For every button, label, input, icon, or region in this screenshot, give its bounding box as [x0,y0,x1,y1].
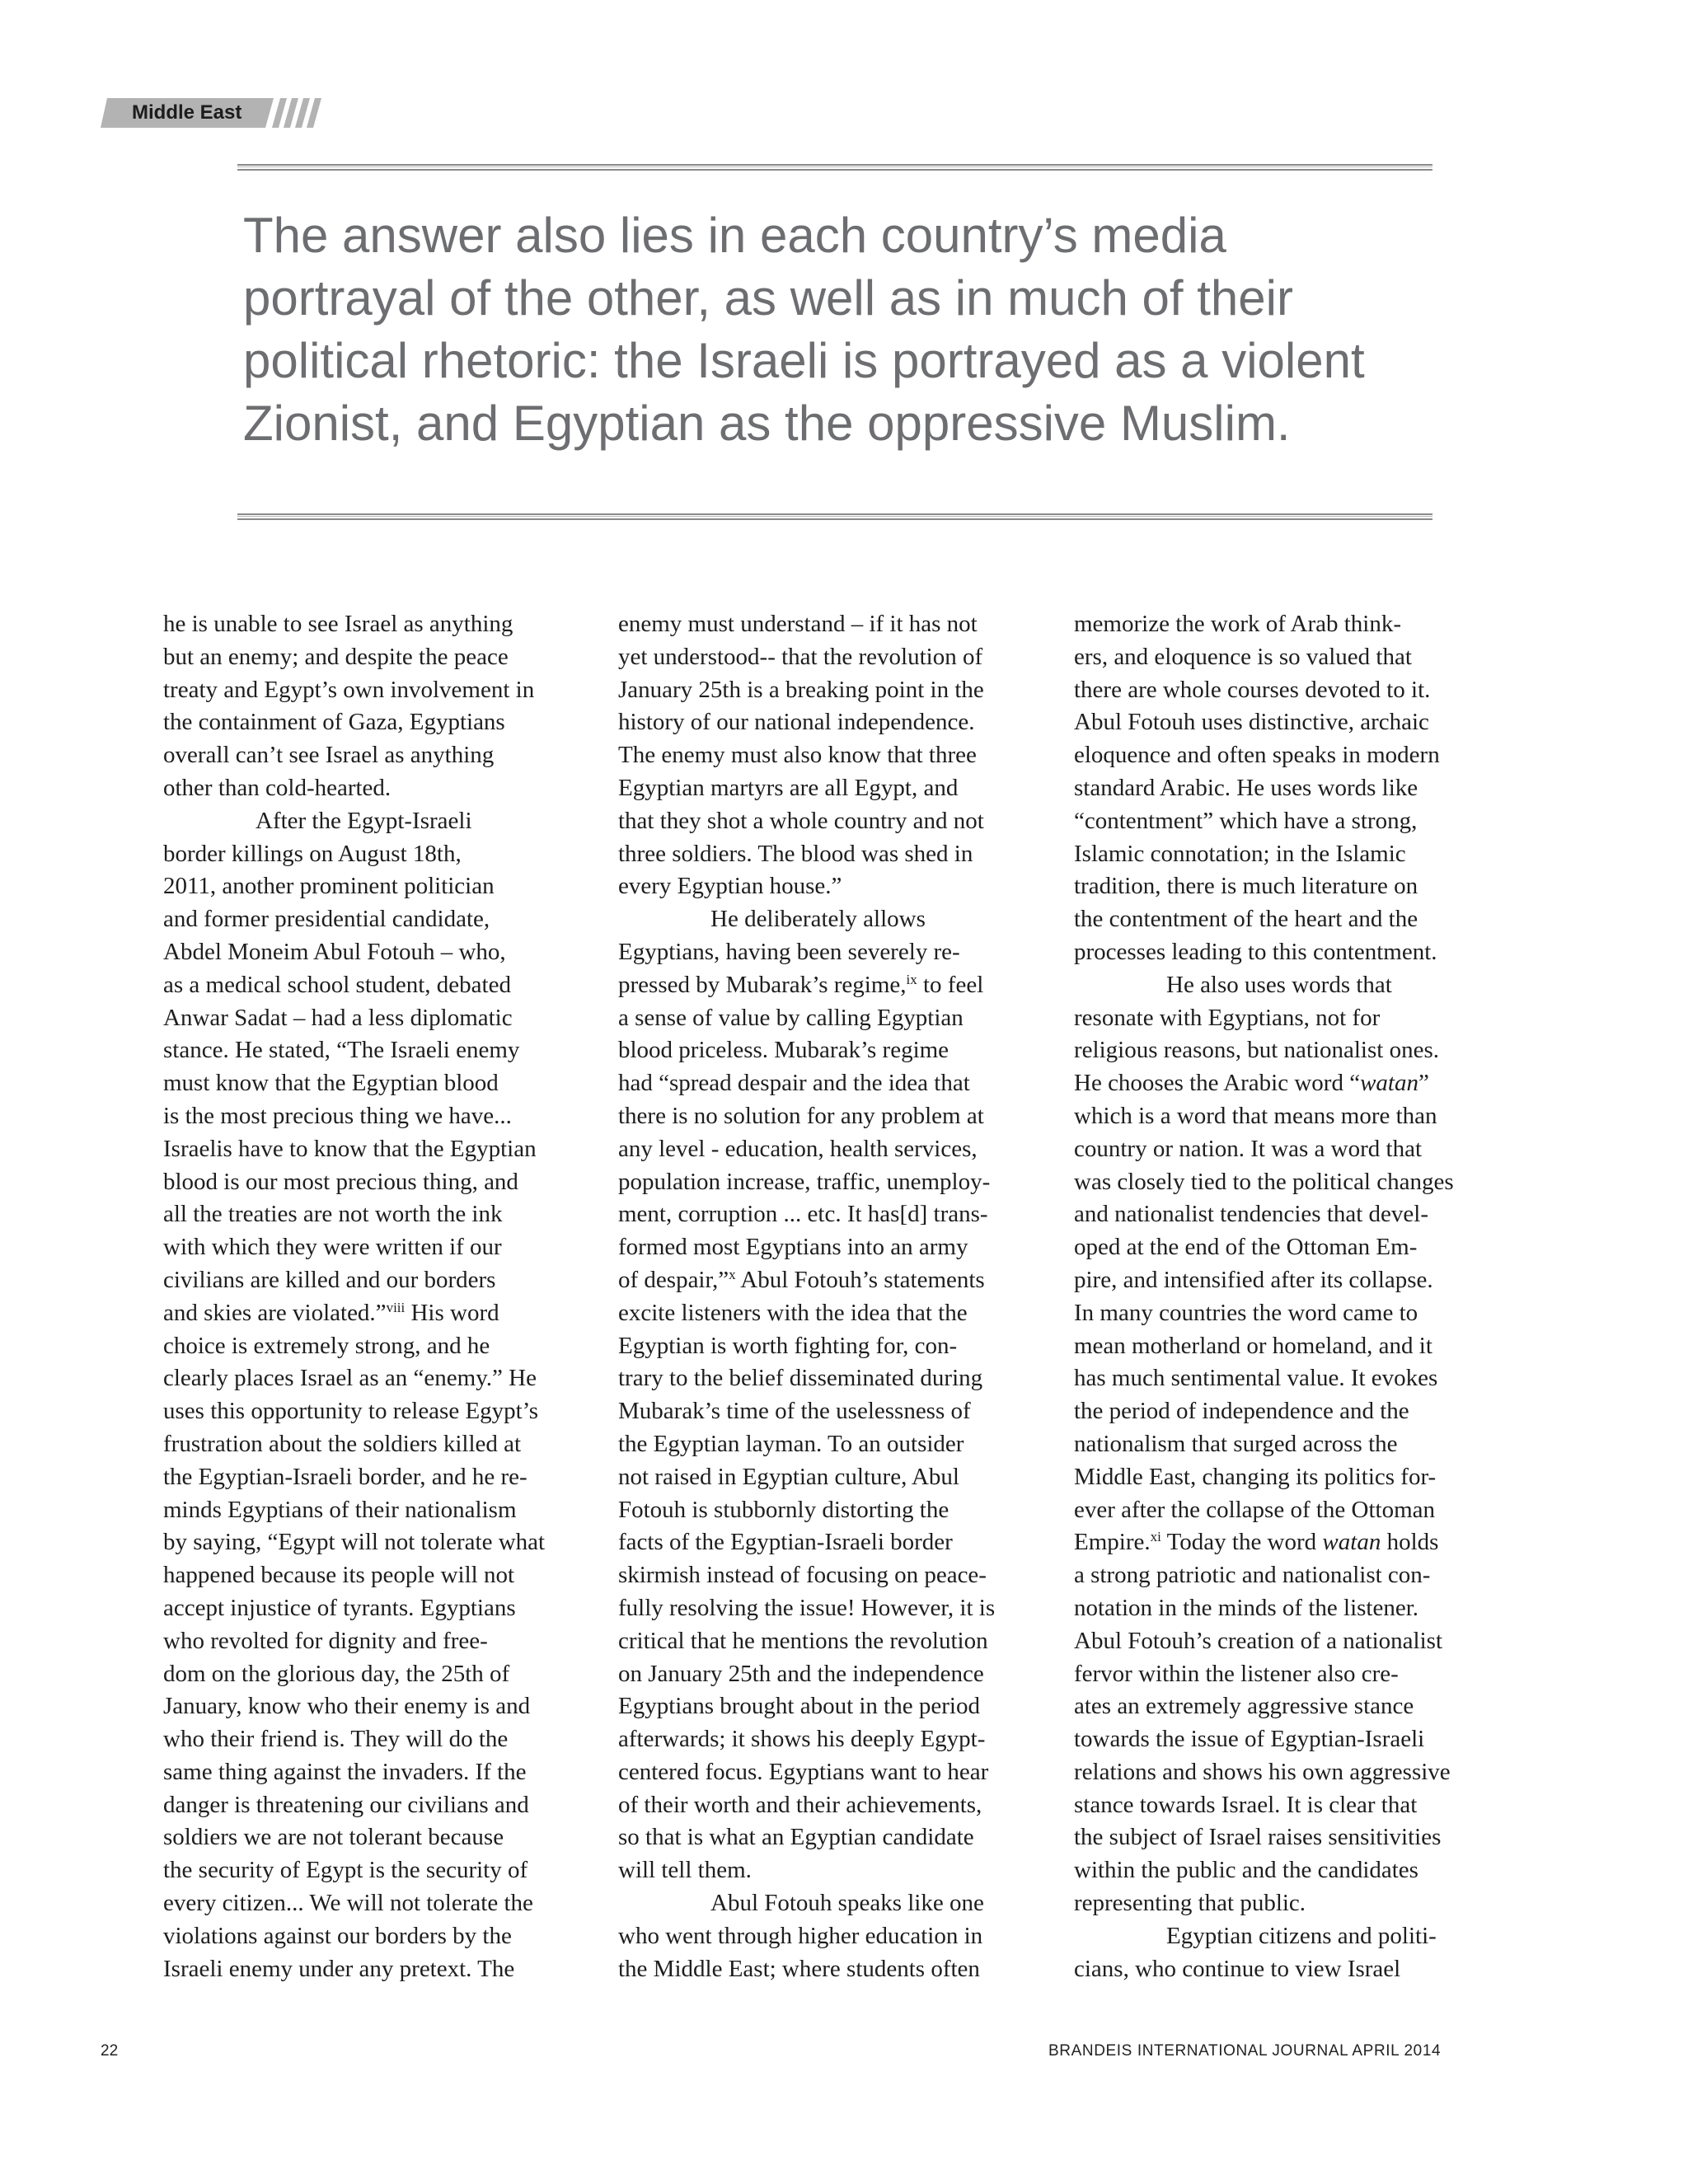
text-run: will tell them. [618,1857,752,1884]
text-run: relations and shows his own aggressive [1074,1758,1451,1785]
text-line [163,1887,592,1920]
text-line [618,706,1047,739]
text-line [618,1592,1047,1625]
text-line [618,772,1047,805]
text-run: blood is our most precious thing, and [163,1168,518,1195]
text-line [1074,1067,1503,1100]
text-run: afterwards; it shows his deeply Egypt- [618,1726,986,1753]
text-run: Israeli enemy under any pretext. The [163,1955,515,1982]
text-run: nationalism that surged across the [1074,1430,1398,1457]
text-line [618,1887,1047,1920]
text-run: skirmish instead of focusing on peace- [618,1562,987,1589]
text-run: a strong patriotic and nationalist con- [1074,1562,1431,1589]
text-run: which is a word that means more than [1074,1102,1437,1129]
text-line [1074,1494,1503,1527]
text-line [163,1789,592,1822]
text-line [618,1264,1047,1297]
pull-quote-top-rule [237,164,1432,171]
text-run: to feel [917,971,984,998]
text-line [163,1953,592,1986]
text-run: he is unable to see Israel as anything [163,611,513,637]
italic-term: watan [1360,1070,1418,1097]
body-column-3 [1074,608,1503,1985]
text-line [163,1198,592,1231]
text-line [163,1264,592,1297]
text-run: on January 25th and the independence [618,1660,984,1687]
text-line [1074,1362,1503,1395]
text-line [1074,1330,1503,1363]
text-line [1074,772,1503,805]
text-run: there is no solution for any problem at [618,1102,984,1129]
text-line [618,1330,1047,1363]
text-run: “contentment” which have a strong, [1074,807,1418,834]
text-run: of despair,” [618,1266,729,1293]
text-line [1074,1658,1503,1691]
text-line [618,1625,1047,1658]
text-run: the Middle East; where students often [618,1955,980,1982]
text-run: towards the issue of Egyptian-Israeli [1074,1726,1425,1753]
text-run: Today the word [1160,1529,1323,1556]
text-run: danger is threatening our civilians and [163,1791,529,1818]
text-line [163,1133,592,1166]
text-run: the subject of Israel raises sensitivities [1074,1824,1442,1851]
text-line [163,641,592,674]
text-run: as a medical school student, debated [163,971,511,998]
text-line [1074,838,1503,871]
text-run: who their friend is. They will do the [163,1726,509,1753]
text-run: Anwar Sadat – had a less diplomatic [163,1004,513,1031]
text-line [163,1330,592,1363]
body-column-1 [163,608,592,1985]
text-run: uses this opportunity to release Egypt’s [163,1398,539,1425]
text-line [1074,1920,1503,1953]
text-run: formed most Egyptians into an army [618,1234,968,1261]
text-line [618,641,1047,674]
text-line [618,1920,1047,1953]
text-run: with which they were written if our [163,1234,502,1261]
text-line [618,969,1047,1002]
text-run: Empire. [1074,1529,1151,1556]
endnote-marker: xi [1150,1529,1161,1545]
text-line [618,1133,1047,1166]
text-line [163,1526,592,1559]
text-run: 2011, another prominent politician [163,873,495,900]
text-run: ers, and eloquence is so valued that [1074,643,1412,670]
text-run: Abul Fotouh speaks like one [710,1890,984,1917]
text-run: mean motherland or homeland, and it [1074,1332,1432,1359]
text-run: soldiers we are not tolerant because [163,1824,504,1851]
text-run: was closely tied to the political changes [1074,1168,1454,1195]
text-run: religious reasons, but nationalist ones. [1074,1037,1439,1064]
text-line [618,936,1047,969]
text-line [618,674,1047,707]
text-run: Abdel Moneim Abul Fotouh – who, [163,938,506,965]
text-line [618,1854,1047,1887]
text-line [618,1723,1047,1756]
text-line [163,1756,592,1789]
text-line [618,1789,1047,1822]
text-line [163,1494,592,1527]
text-line [618,1428,1047,1461]
text-line [1074,1034,1503,1067]
text-line [1074,1821,1503,1854]
text-run: holds [1381,1529,1439,1556]
text-run: oped at the end of the Ottoman Em- [1074,1234,1418,1261]
text-run: ates an extremely aggressive stance [1074,1693,1414,1720]
text-run: Abul Fotouh’s creation of a nationalist [1074,1627,1443,1654]
text-line [618,805,1047,838]
text-run: must know that the Egyptian blood [163,1070,499,1097]
text-run: every Egyptian house.” [618,873,842,900]
text-run: of their worth and their achievements, [618,1791,982,1818]
text-line [1074,706,1503,739]
text-line [618,903,1047,936]
text-run: the Egyptian layman. To an outsider [618,1430,964,1457]
section-label: Middle East [132,101,242,124]
text-line [1074,903,1503,936]
text-line [1074,1592,1503,1625]
text-line [1074,1231,1503,1264]
text-line [618,1034,1047,1067]
text-line [163,1690,592,1723]
text-line [163,1559,592,1592]
italic-term: watan [1322,1529,1381,1556]
text-run: ever after the collapse of the Ottoman [1074,1496,1436,1523]
text-run: the contentment of the heart and the [1074,906,1418,933]
text-line [163,1592,592,1625]
text-line [618,1362,1047,1395]
text-line [163,1067,592,1100]
text-run: representing that public. [1074,1890,1306,1917]
text-line [163,706,592,739]
text-run: Egyptian martyrs are all Egypt, and [618,774,959,801]
text-line [163,838,592,871]
text-run: overall can’t see Israel as anything [163,742,495,769]
text-run: and former presidential candidate, [163,906,490,933]
text-run: by saying, “Egypt will not tolerate what [163,1529,546,1556]
text-line [163,903,592,936]
text-line [163,1395,592,1428]
text-run: The enemy must also know that three [618,742,977,769]
text-line [618,1198,1047,1231]
text-run: a sense of value by calling Egyptian [618,1004,964,1031]
text-line [1074,739,1503,772]
text-run: had “spread despair and the idea that [618,1070,970,1097]
text-run: minds Egyptians of their nationalism [163,1496,517,1523]
text-run: dom on the glorious day, the 25th of [163,1660,510,1687]
text-run: In many countries the word came to [1074,1299,1418,1326]
text-line [163,1100,592,1133]
text-run: three soldiers. The blood was shed in [618,840,973,867]
text-run: has much sentimental value. It evokes [1074,1365,1438,1392]
pull-quote: The answer also lies in each country’s media portrayal of the other, as well as in much of their political rhetoric: the Israeli is portrayed as a violent Zionist, and Egyptian as the oppressive Muslim. [243,208,1365,451]
text-run: notation in the minds of the listener. [1074,1594,1419,1621]
section-tag [101,98,321,128]
text-line [163,1002,592,1035]
text-line [1074,1428,1503,1461]
text-run: the security of Egypt is the security of [163,1857,528,1884]
publication-footer: BRANDEIS INTERNATIONAL JOURNAL APRIL 2014 [1048,2042,1442,2060]
text-run: happened because its people will not [163,1562,515,1589]
text-line [163,1920,592,1953]
text-line [1074,1461,1503,1494]
text-run: excite listeners with the idea that the [618,1299,968,1326]
text-line [1074,1166,1503,1199]
text-run: stance towards Israel. It is clear that [1074,1791,1418,1818]
text-run: Mubarak’s time of the uselessness of [618,1398,971,1425]
text-run: stance. He stated, “The Israeli enemy [163,1037,520,1064]
text-run: within the public and the candidates [1074,1857,1418,1884]
text-line [618,1559,1047,1592]
text-line [163,1821,592,1854]
text-run: yet understood-- that the revolution of [618,643,983,670]
text-line [1074,1133,1503,1166]
text-line [163,805,592,838]
pull-quote-bottom-rule [237,513,1432,520]
text-run: January, know who their enemy is and [163,1693,531,1720]
text-run: choice is extremely strong, and he [163,1332,490,1359]
text-line [1074,1854,1503,1887]
text-line [163,969,592,1002]
text-run: fervor within the listener also cre- [1074,1660,1399,1687]
text-run: blood priceless. Mubarak’s regime [618,1037,950,1064]
endnote-marker: x [729,1266,736,1282]
text-run: any level - education, health services, [618,1135,978,1162]
text-run: He chooses the Arabic word “ [1074,1070,1361,1097]
text-run: not raised in Egyptian culture, Abul [618,1463,959,1490]
text-line [618,608,1047,641]
text-line [1074,1526,1503,1559]
text-line [618,1297,1047,1330]
text-run: who revolted for dignity and free- [163,1627,488,1654]
text-run: ment, corruption ... etc. It has[d] trans- [618,1201,988,1228]
text-line [163,739,592,772]
text-line [163,608,592,641]
text-run: He deliberately allows [710,906,926,933]
text-line [618,1526,1047,1559]
text-line [618,1231,1047,1264]
text-line [618,1002,1047,1035]
text-run: and skies are violated.” [163,1299,387,1326]
text-line [618,1821,1047,1854]
text-run: Abul Fotouh uses distinctive, archaic [1074,709,1429,736]
text-run: country or nation. It was a word that [1074,1135,1423,1162]
text-line [1074,1264,1503,1297]
text-line [618,1395,1047,1428]
text-line [618,1756,1047,1789]
page-number: 22 [101,2042,119,2060]
text-run: Egyptian citizens and politi- [1166,1922,1437,1949]
endnote-marker: ix [906,971,917,987]
text-run: ” [1418,1070,1429,1097]
text-run: standard Arabic. He uses words like [1074,774,1418,801]
text-line [163,1461,592,1494]
text-line [1074,1002,1503,1035]
text-run: the Egyptian-Israeli border, and he re- [163,1463,528,1490]
text-run: population increase, traffic, unemploy- [618,1168,991,1195]
text-line [618,1494,1047,1527]
text-line [1074,1690,1503,1723]
text-run: cians, who continue to view Israel [1074,1955,1401,1982]
text-run: resonate with Egyptians, not for [1074,1004,1381,1031]
text-line [1074,674,1503,707]
text-line [1074,936,1503,969]
text-run: civilians are killed and our borders [163,1266,496,1293]
text-run: clearly places Israel as an “enemy.” He [163,1365,537,1392]
text-run: the period of independence and the [1074,1398,1409,1425]
text-run: Middle East, changing its politics for- [1074,1463,1437,1490]
text-run: all the treaties are not worth the ink [163,1201,503,1228]
text-line [163,1854,592,1887]
text-line [163,1166,592,1199]
body-column-2 [618,608,1047,1985]
text-line [163,936,592,969]
text-run: critical that he mentions the revolution [618,1627,988,1654]
text-line [163,870,592,903]
text-line [1074,1395,1503,1428]
text-run: He also uses words that [1166,971,1392,998]
text-line [1074,870,1503,903]
text-line [1074,1789,1503,1822]
text-run: treaty and Egypt’s own involvement in [163,676,535,703]
text-run: centered focus. Egyptians want to hear [618,1758,989,1785]
text-line [618,1953,1047,1986]
text-line [163,1723,592,1756]
text-line [163,1297,592,1330]
text-line [1074,805,1503,838]
text-run: Islamic connotation; in the Islamic [1074,840,1406,867]
text-line [163,1362,592,1395]
text-run: Egyptians, having been severely re- [618,938,960,965]
text-line [1074,641,1503,674]
text-run: enemy must understand – if it has not [618,611,978,637]
text-run: violations against our borders by the [163,1922,512,1949]
text-line [1074,1198,1503,1231]
text-line [618,1100,1047,1133]
text-run: accept injustice of tyrants. Egyptians [163,1594,516,1621]
text-run: the containment of Gaza, Egyptians [163,709,505,736]
text-run: facts of the Egyptian-Israeli border [618,1529,953,1556]
text-line [1074,1887,1503,1920]
text-run: pressed by Mubarak’s regime, [618,971,907,998]
text-line [1074,1756,1503,1789]
text-run: After the Egypt-Israeli [256,807,472,834]
text-line [1074,1559,1503,1592]
text-line [163,1034,592,1067]
text-line [618,739,1047,772]
text-run: border killings on August 18th, [163,840,462,867]
text-run: Abul Fotouh’s statements [735,1266,985,1293]
text-line [618,1067,1047,1100]
text-line [618,1690,1047,1723]
text-line [618,1461,1047,1494]
text-line [163,674,592,707]
text-run: Egyptians brought about in the period [618,1693,980,1720]
text-run: who went through higher education in [618,1922,983,1949]
text-line [1074,969,1503,1002]
text-run: and nationalist tendencies that devel- [1074,1201,1429,1228]
text-run: tradition, there is much literature on [1074,873,1418,900]
text-line [1074,1953,1503,1986]
text-run: eloquence and often speaks in modern [1074,742,1440,769]
text-run: memorize the work of Arab think- [1074,611,1402,637]
text-run: history of our national independence. [618,709,975,736]
text-line [618,1658,1047,1691]
text-run: every citizen... We will not tolerate the [163,1890,533,1917]
text-line [1074,1723,1503,1756]
text-line [1074,1625,1503,1658]
text-run: Egyptian is worth fighting for, con- [618,1332,958,1359]
text-line [163,1625,592,1658]
text-run: January 25th is a breaking point in the [618,676,984,703]
text-run: trary to the belief disseminated during [618,1365,983,1392]
text-run: pire, and intensified after its collapse. [1074,1266,1433,1293]
text-run: other than cold-hearted. [163,774,392,801]
text-run: is the most precious thing we have... [163,1102,512,1129]
text-run: that they shot a whole country and not [618,807,984,834]
text-run: frustration about the soldiers killed at [163,1430,522,1457]
text-run: Fotouh is stubbornly distorting the [618,1496,950,1523]
text-line [618,1166,1047,1199]
text-run: His word [405,1299,499,1326]
text-line [1074,1297,1503,1330]
text-line [618,870,1047,903]
text-line [618,838,1047,871]
text-run: same thing against the invaders. If the [163,1758,527,1785]
text-line [163,1658,592,1691]
text-line [163,1428,592,1461]
text-run: Israelis have to know that the Egyptian [163,1135,537,1162]
text-run: fully resolving the issue! However, it is [618,1594,996,1621]
endnote-marker: viii [386,1299,406,1315]
text-run: there are whole courses devoted to it. [1074,676,1431,703]
text-line [163,1231,592,1264]
text-run: processes leading to this contentment. [1074,938,1437,965]
text-line [163,772,592,805]
text-line [1074,608,1503,641]
text-run: but an enemy; and despite the peace [163,643,509,670]
text-line [1074,1100,1503,1133]
text-run: so that is what an Egyptian candidate [618,1824,974,1851]
